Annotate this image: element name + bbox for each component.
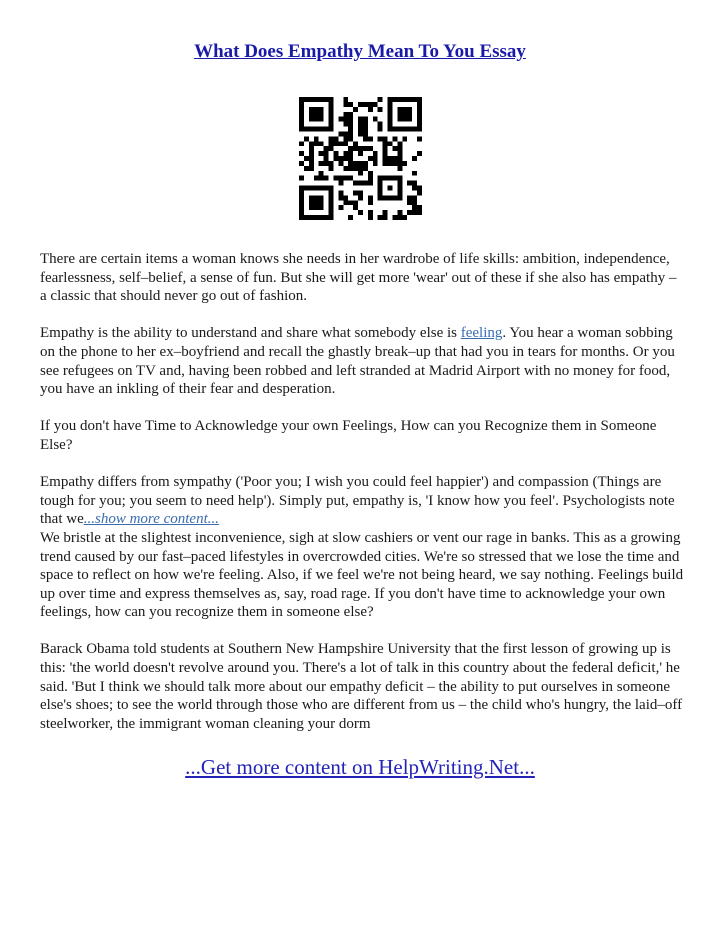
paragraph-text: . You hear a woman sobbing on the phone to her ex–boyfriend and recall the ghastly break–up that had you in tears for months. Or you see refugees on TV and, having been robbed and left stranded at Madrid Airport with no money for food, you have an inkling of their fear and desperation. (40, 325, 675, 398)
essay-body (40, 250, 684, 752)
show-more-link[interactable]: ...show more content... (83, 511, 219, 528)
paragraph-inconvenience: We bristle at the slightest inconvenience, sigh at slow cashiers or vent our rage in banks. This as a growing trend caused by our fast–paced lifestyles in overcrowded cities. We're so stressed that we lose the time and space to reflect on how we're feeling. Also, if we feel we're not being heard, we say nothing. Feelings build up over time and express themselves as, say, road rage. If you don't have time to acknowledge your own feelings, how can you recognize them in someone else? (40, 529, 684, 621)
paragraph-obama: Barack Obama told students at Southern New Hampshire University that the first lesson of growing up is this: 'the world doesn't revolve around you. There's a lot of talk in this country about the federal deficit,' he said. 'But I think we should talk more about our empathy deficit – the ability to put ourselves in someone else's shoes; to see the world through those who are different from us – the child who's hungry, the laid–off steelworker, the immigrant woman cleaning your dorm (40, 641, 683, 732)
paragraph-text: Empathy is the ability to understand and share what somebody else is (40, 325, 461, 342)
paragraph-definition (40, 324, 684, 398)
document-title[interactable]: What Does Empathy Mean To You Essay (194, 41, 526, 62)
paragraph-intro: There are certain items a woman knows she needs in her wardrobe of life skills: ambition, independence, fearlessness, self–belief, a sense of fun. But she will get more 'wear' out of these if she also has empathy – a classic that should never go out of fashion. (40, 251, 677, 305)
get-more-content-link[interactable]: ...Get more content on HelpWriting.Net... (185, 755, 535, 779)
paragraph-sympathy (40, 473, 684, 529)
qr-code-icon (299, 97, 422, 220)
paragraph-text: Empathy differs from sympathy ('Poor you; I wish you could feel happier') and compassion (Things are tough for you; you seem to need help'). Simply put, empathy is, 'I know how you feel'. Psychologists note that we (40, 474, 675, 528)
paragraph-heading-question: If you don't have Time to Acknowledge your own Feelings, How can you Recognize them in Someone Else? (40, 418, 657, 453)
feeling-link[interactable]: feeling (460, 325, 503, 342)
